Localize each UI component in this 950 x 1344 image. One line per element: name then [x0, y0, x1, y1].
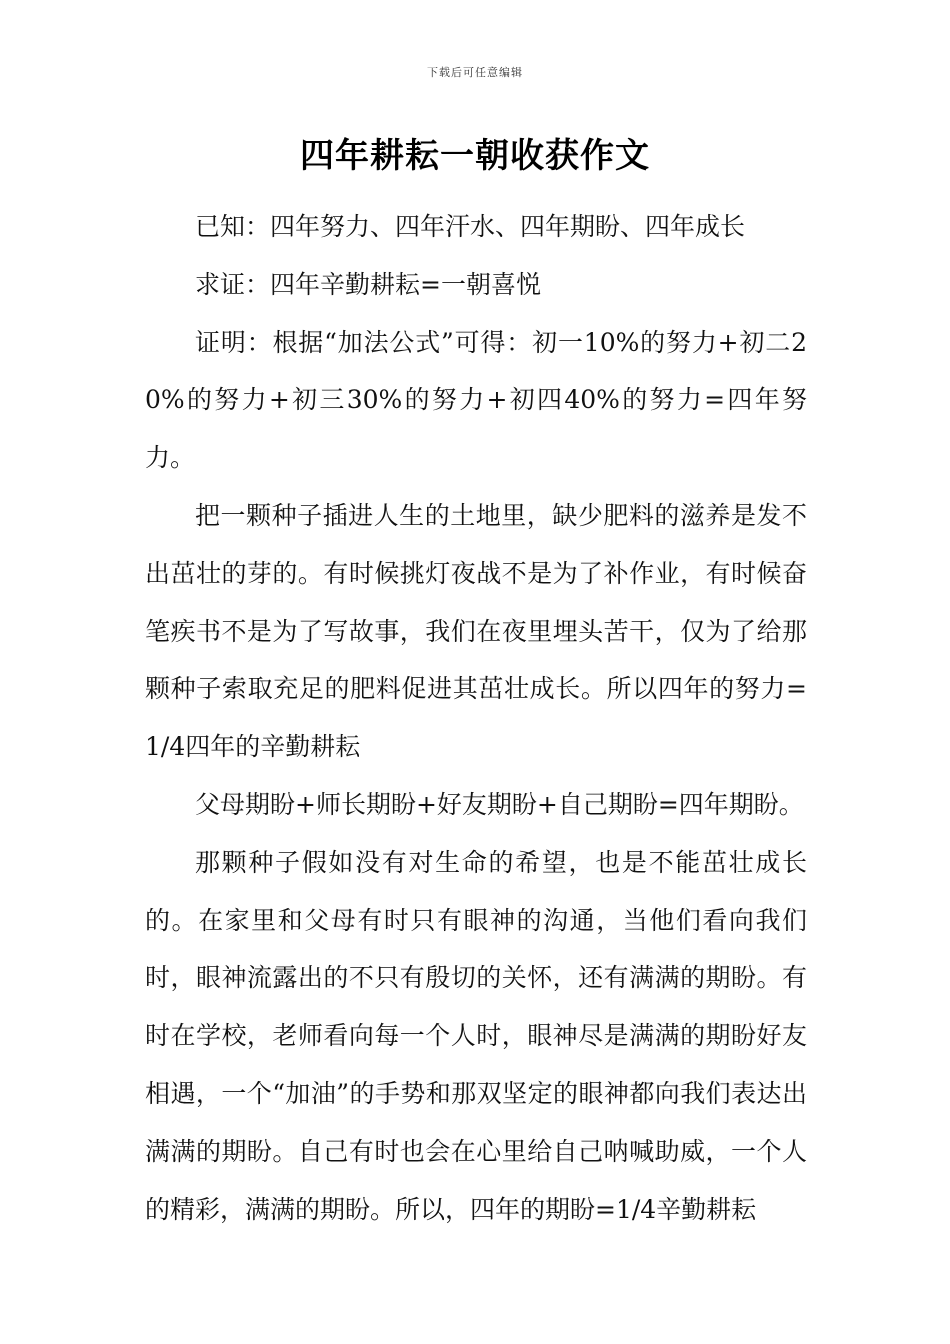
paragraph-effort: 把一颗种子插进人生的土地里，缺少肥料的滋养是发不出茁壮的芽的。有时候挑灯夜战不是为了补作业，有时候奋笔疾书不是为了写故事，我们在夜里埋头苦干，仅为了给那颗种子索取充足的肥料促进其茁壮成长。所以四年的努力=1/4四年的辛勤耕耘	[145, 500, 807, 762]
paragraph-prove: 求证：四年辛勤耕耘=一朝喜悦	[195, 269, 541, 299]
paragraph-expectation-equation: 父母期盼+师长期盼+好友期盼+自己期盼=四年期盼。	[195, 789, 804, 819]
page-title: 四年耕耘一朝收获作文	[300, 136, 650, 176]
paragraph-proof: 证明：根据“加法公式”可得：初一10%的努力+初二20%的努力+初三30%的努力+初四40%的努力=四年努力。	[145, 327, 807, 473]
paragraph-expectation: 那颗种子假如没有对生命的希望，也是不能茁壮成长的。在家里和父母有时只有眼神的沟通，当他们看向我们时，眼神流露出的不只有殷切的关怀，还有满满的期盼。有时在学校，老师看向每一个人时，眼神尽是满满的期盼好友相遇，一个“加油”的手势和那双坚定的眼神都向我们表达出满满的期盼。自己有时也会在心里给自己呐喊助威，一个人的精彩，满满的期盼。所以，四年的期盼=1/4辛勤耕耘	[145, 847, 807, 1224]
document-body	[145, 198, 807, 1238]
paragraph-given: 已知：四年努力、四年汗水、四年期盼、四年成长	[195, 212, 746, 241]
header-note: 下载后可任意编辑	[427, 66, 523, 79]
